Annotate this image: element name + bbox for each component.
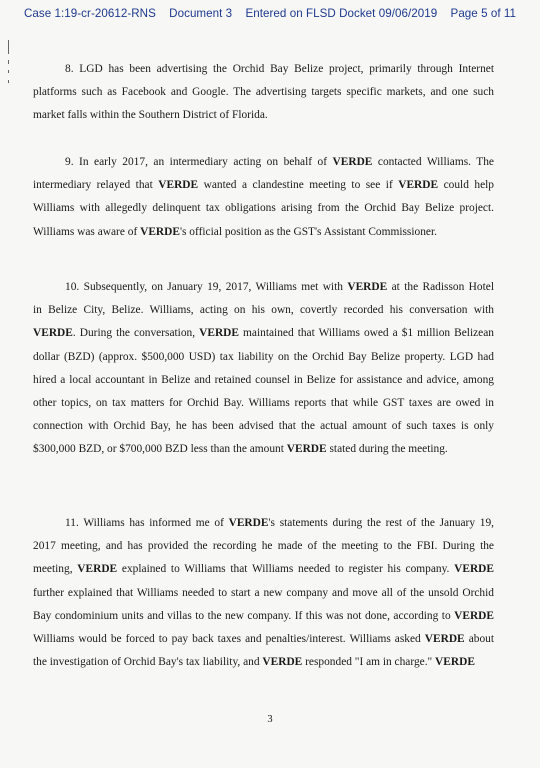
text-line: VERDE. During the conversation, VERDE maintained that Williams owed a $1 million Belizean <box>33 327 494 340</box>
defendant-name: VERDE <box>33 327 73 340</box>
page-of-total: Page 5 of 11 <box>450 7 517 20</box>
text-line: 10. Subsequently, on January 19, 2017, Williams met with VERDE at the Radisson Hotel <box>65 281 494 293</box>
document-number: Document 3 <box>169 7 233 20</box>
text-line: Williams was aware of VERDE's official position as the GST's Assistant Commissioner. <box>33 225 437 238</box>
defendant-name: VERDE <box>424 632 465 645</box>
text-line: in Belize City, Belize. Williams, acting on his own, covertly recorded his conversation with <box>33 304 494 317</box>
defendant-name: VERDE <box>332 156 373 168</box>
page-number: 3 <box>267 714 273 725</box>
paragraph-10 <box>33 276 494 462</box>
text-line: further explained that Williams needed to start a new company and move all of the unsold Orchid <box>33 586 494 599</box>
text-line: intermediary relayed that VERDE wanted a clandestine meeting to see if VERDE could help <box>33 179 494 192</box>
margin-scan-marks <box>5 40 13 90</box>
docket-header <box>0 7 540 20</box>
text-line: meeting, VERDE explained to Williams that Williams needed to register his company. VERDE <box>33 563 494 576</box>
defendant-name: VERDE <box>77 563 118 576</box>
text-line: 11. Williams has informed me of VERDE's statements during the rest of the January 19, <box>65 517 495 529</box>
defendant-name: VERDE <box>286 443 327 456</box>
docket-entry: Entered on FLSD Docket 09/06/2019 <box>245 7 438 20</box>
text-line: hired a local accountant in Belize and retained counsel in Belize for assistance and advice, among <box>33 373 494 386</box>
defendant-name: VERDE <box>262 656 303 669</box>
text-line: Bay condominium units and villas to the new company. If this was not done, according to VERDE <box>33 609 494 622</box>
text-line: 9. In early 2017, an intermediary acting on behalf of VERDE contacted Williams. The <box>65 156 494 168</box>
defendant-name: VERDE <box>435 656 475 669</box>
text-line: Williams with allegedly delinquent tax obligations arising from the Orchid Bay Belize project. <box>33 202 494 215</box>
defendant-name: VERDE <box>140 225 180 238</box>
defendant-name: VERDE <box>199 327 239 340</box>
paragraph-8 <box>33 58 494 128</box>
text-line: market falls within the Southern District of Florida. <box>33 109 268 122</box>
text-line: Williams would be forced to pay back taxes and penalties/interest. Williams asked VERDE about <box>33 632 494 645</box>
defendant-name: VERDE <box>347 281 388 293</box>
defendant-name: VERDE <box>158 179 199 192</box>
text-line: 8. LGD has been advertising the Orchid Bay Belize project, primarily through Internet <box>65 63 494 75</box>
text-line: connection with Orchid Bay, he has been advised that the actual amount of such taxes is only <box>33 420 494 433</box>
defendant-name: VERDE <box>398 179 439 192</box>
case-number: Case 1:19-cr-20612-RNS <box>23 7 156 20</box>
text-line: platforms such as Facebook and Google. The advertising targets specific markets, and one such <box>33 86 494 99</box>
text-line: $300,000 BZD, or $700,000 BZD less than the amount VERDE stated during the meeting. <box>33 443 448 456</box>
text-line: the investigation of Orchid Bay's tax liability, and VERDE responded "I am in charge." VERDE <box>33 656 475 669</box>
defendant-name: VERDE <box>228 517 269 529</box>
defendant-name: VERDE <box>454 609 494 622</box>
paragraph-11 <box>33 512 494 674</box>
text-line: 2017 meeting, and has provided the recording he made of the meeting to the FBI. During the <box>33 540 494 553</box>
paragraph-9 <box>33 151 494 244</box>
defendant-name: VERDE <box>454 563 494 576</box>
text-line: other topics, on tax matters for Orchid Bay. Williams reports that while GST taxes are owed in <box>33 396 494 409</box>
text-line: dollar (BZD) (approx. $500,000 USD) tax liability on the Orchid Bay Belize property. LGD had <box>33 350 494 363</box>
